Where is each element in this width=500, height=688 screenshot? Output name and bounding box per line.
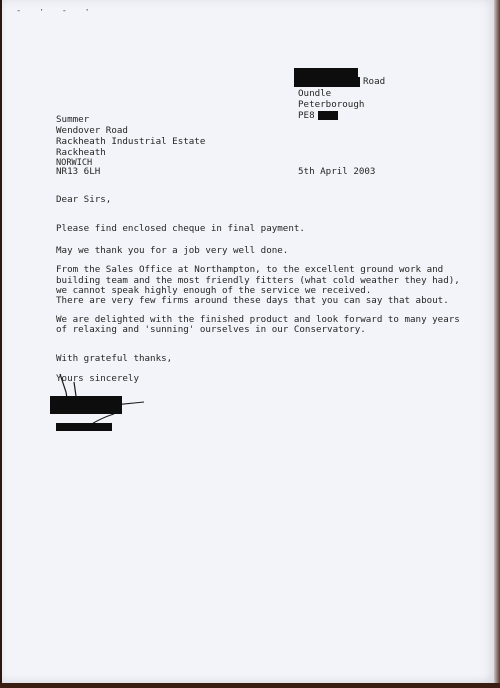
closing-sincerely: Yours sincerely: [56, 373, 139, 384]
redacted-signatory-name: [56, 423, 112, 431]
recipient-line: NORWICH: [56, 158, 93, 168]
paragraph-line: We are delighted with the finished product and look forward to many years: [56, 314, 460, 325]
page-edge-shadow: [494, 0, 500, 688]
sender-town: Oundle: [298, 88, 332, 99]
redacted-signature: [50, 396, 122, 414]
paragraph-line: of relaxing and 'sunning' ourselves in our Conservatory.: [56, 324, 366, 335]
paragraph-line: we cannot speak highly enough of the service we received.: [56, 285, 372, 296]
paragraph-line: May we thank you for a job very well done.: [56, 245, 289, 256]
recipient-line: Summer: [56, 114, 90, 125]
page-bottom-edge: [0, 683, 500, 688]
paragraph-line: From the Sales Office at Northampton, to the excellent ground work and: [56, 264, 444, 275]
recipient-line: Wendover Road: [56, 125, 128, 136]
recipient-line: Rackheath: [56, 147, 106, 158]
paragraph-line: building team and the most friendly fitters (what cold weather they had),: [56, 275, 460, 286]
recipient-line: Rackheath Industrial Estate: [56, 136, 206, 147]
sender-city: Peterborough: [298, 99, 365, 110]
paragraph-line: There are very few firms around these days that you can say that about.: [56, 295, 449, 306]
corner-marks: - · - ·: [16, 6, 96, 16]
sender-road: Road: [363, 76, 386, 87]
paragraph-line: Please find enclosed cheque in final payment.: [56, 223, 305, 234]
sender-postcode: PE8: [298, 110, 315, 121]
salutation: Dear Sirs,: [56, 194, 112, 205]
closing-thanks: With grateful thanks,: [56, 353, 173, 364]
redacted-postcode-suffix: [318, 111, 338, 120]
letter-date: 5th April 2003: [298, 166, 376, 177]
redacted-street-name: [294, 77, 360, 87]
recipient-line: NR13 6LH: [56, 166, 101, 177]
letter-page: [2, 0, 495, 684]
